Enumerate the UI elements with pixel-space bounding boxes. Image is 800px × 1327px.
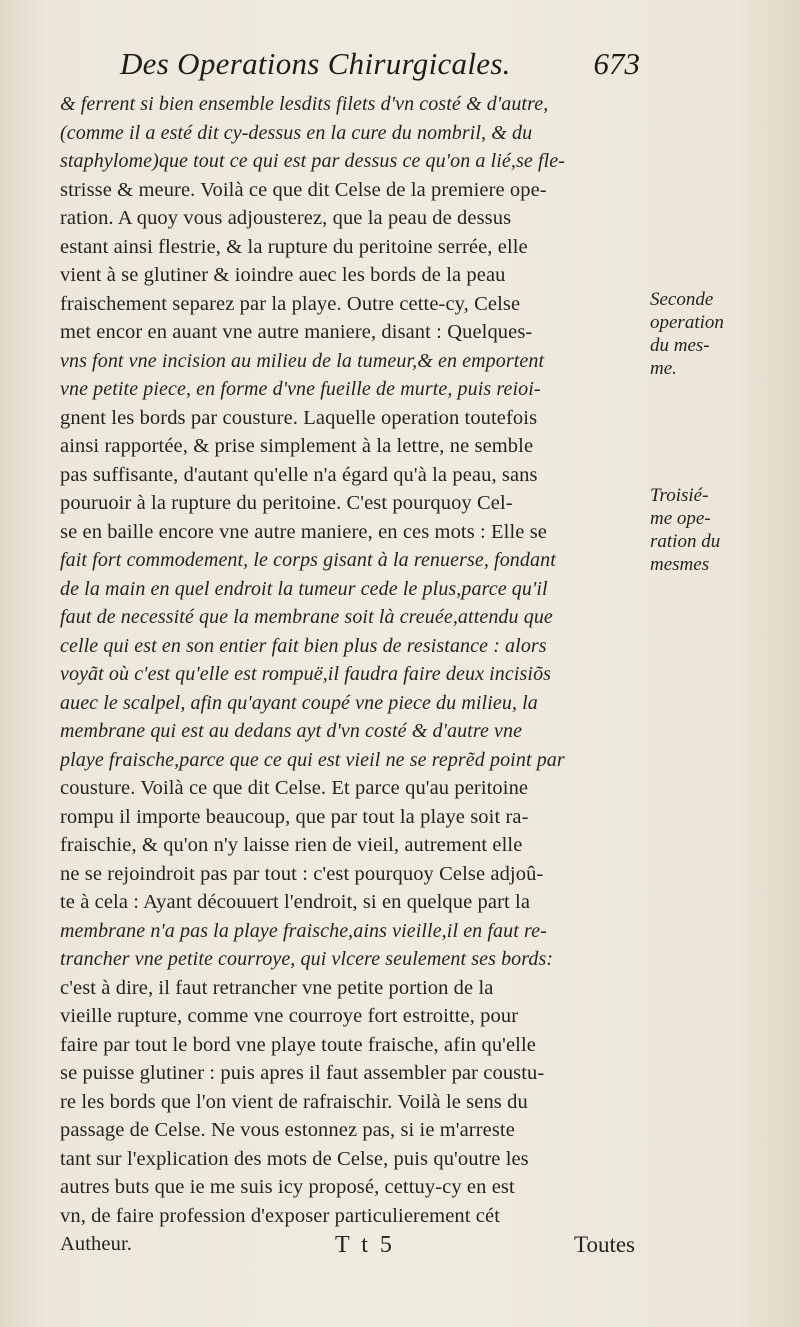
text-line: cousture. Voilà ce que dit Celse. Et parce qu'au peritoine [60, 777, 529, 799]
signature-mark: T t 5 [335, 1232, 395, 1258]
text-line: strisse & meure. Voilà ce que dit Celse de la premiere ope- [60, 178, 547, 201]
margin-note-line: Seconde [650, 289, 714, 310]
text-line: met encor en auant vne autre maniere, disant : Quelques- [60, 321, 533, 343]
text-line: tant sur l'explication des mots de Celse, puis qu'outre les [60, 1147, 529, 1170]
text-line: se puisse glutiner : puis apres il faut assembler par coustu- [60, 1062, 545, 1084]
text-line: (comme il a esté dit cy-dessus en la cure du nombril, & du [60, 121, 533, 144]
margin-note-troisieme-operation [650, 484, 790, 576]
margin-note-line: me. [650, 358, 677, 379]
text-line: vient à se glutiner & ioindre auec les bords de la peau [60, 264, 506, 286]
text-line: celle qui est en son entier fait bien plus de resistance : alors [60, 634, 547, 657]
text-line: rompu il importe beaucoup, que par tout la playe soit ra- [60, 805, 529, 828]
page-number: 673 [593, 46, 640, 81]
catchword: Toutes [574, 1232, 635, 1257]
text-line: c'est à dire, il faut retrancher vne petite portion de la [60, 976, 494, 999]
text-line: & ferrent si bien ensemble lesdits filets d'vn costé & d'autre, [60, 93, 549, 115]
running-title: Des Operations Chirurgicales. [120, 46, 511, 81]
text-line: faire par tout le bord vne playe toute fraische, afin qu'elle [60, 1033, 536, 1056]
text-line: ration. A quoy vous adjousterez, que la peau de dessus [60, 207, 512, 229]
text-line: fraischement separez par la playe. Outre cette-cy, Celse [60, 292, 521, 315]
text-line: de la main en quel endroit la tumeur cede le plus,parce qu'il [60, 577, 548, 600]
text-line: membrane n'a pas la playe fraische,ains vieille,il en faut re- [60, 919, 547, 942]
text-line: vne petite piece, en forme d'vne fueille de murte, puis reioi- [60, 378, 541, 400]
margin-note-line: mesmes [650, 554, 710, 575]
text-line: te à cela : Ayant découuert l'endroit, si en quelque part la [60, 891, 531, 913]
text-line: autres buts que ie me suis icy proposé, cettuy-cy en est [60, 1176, 515, 1198]
text-line: Autheur. [60, 1233, 132, 1255]
text-line: vns font vne incision au milieu de la tumeur,& en emportent [60, 349, 545, 372]
margin-note-line: operation [650, 312, 724, 333]
text-line: vieille rupture, comme vne courroye fort estroitte, pour [60, 1005, 519, 1027]
text-line: ne se rejoindroit pas par tout : c'est pourquoy Celse adjoû- [60, 862, 544, 885]
text-line: re les bords que l'on vient de rafraischir. Voilà le sens du [60, 1090, 528, 1113]
text-line: auec le scalpel, afin qu'ayant coupé vne piece du milieu, la [60, 691, 538, 714]
text-line: trancher vne petite courroye, qui vlcere seulement ses bords: [60, 948, 554, 970]
text-line: voyãt où c'est qu'elle est rompuë,il faudra faire deux incisiõs [60, 663, 552, 685]
page-footer [60, 1232, 635, 1272]
text-line: membrane qui est au dedans ayt d'vn costé & d'autre vne [60, 720, 523, 742]
margin-note-seconde-operation [650, 288, 790, 380]
text-line: ainsi rapportée, & prise simplement à la lettre, ne semble [60, 435, 534, 457]
text-line: pas suffisante, d'autant qu'elle n'a égard qu'à la peau, sans [60, 463, 538, 486]
text-line: fraischie, & qu'on n'y laisse rien de vieil, autrement elle [60, 834, 523, 856]
main-text-block [60, 90, 650, 1259]
text-line: passage de Celse. Ne vous estonnez pas, si ie m'arreste [60, 1119, 515, 1141]
text-line: playe fraische,parce que ce qui est vieil ne se reprẽd point par [60, 748, 565, 771]
margin-note-line: du mes- [650, 335, 710, 356]
text-line: se en baille encore vne autre maniere, en ces mots : Elle se [60, 520, 547, 543]
text-line: vn, de faire profession d'exposer particulierement cét [60, 1204, 500, 1227]
text-line: pouruoir à la rupture du peritoine. C'est pourquoy Cel- [60, 492, 513, 514]
margin-note-line: ration du [650, 531, 721, 552]
page-header [120, 42, 640, 92]
text-line: faut de necessité que la membrane soit là creuée,attendu que [60, 606, 553, 628]
margin-note-line: Troisié- [650, 485, 709, 506]
text-line: fait fort commodement, le corps gisant à la renuerse, fondant [60, 549, 556, 571]
margin-note-line: me ope- [650, 508, 711, 529]
text-line: gnent les bords par cousture. Laquelle operation toutefois [60, 406, 538, 429]
text-line: staphylome)que tout ce qui est par dessus ce qu'on a lié,se fle- [60, 150, 566, 172]
text-line: estant ainsi flestrie, & la rupture du peritoine serrée, elle [60, 235, 528, 258]
